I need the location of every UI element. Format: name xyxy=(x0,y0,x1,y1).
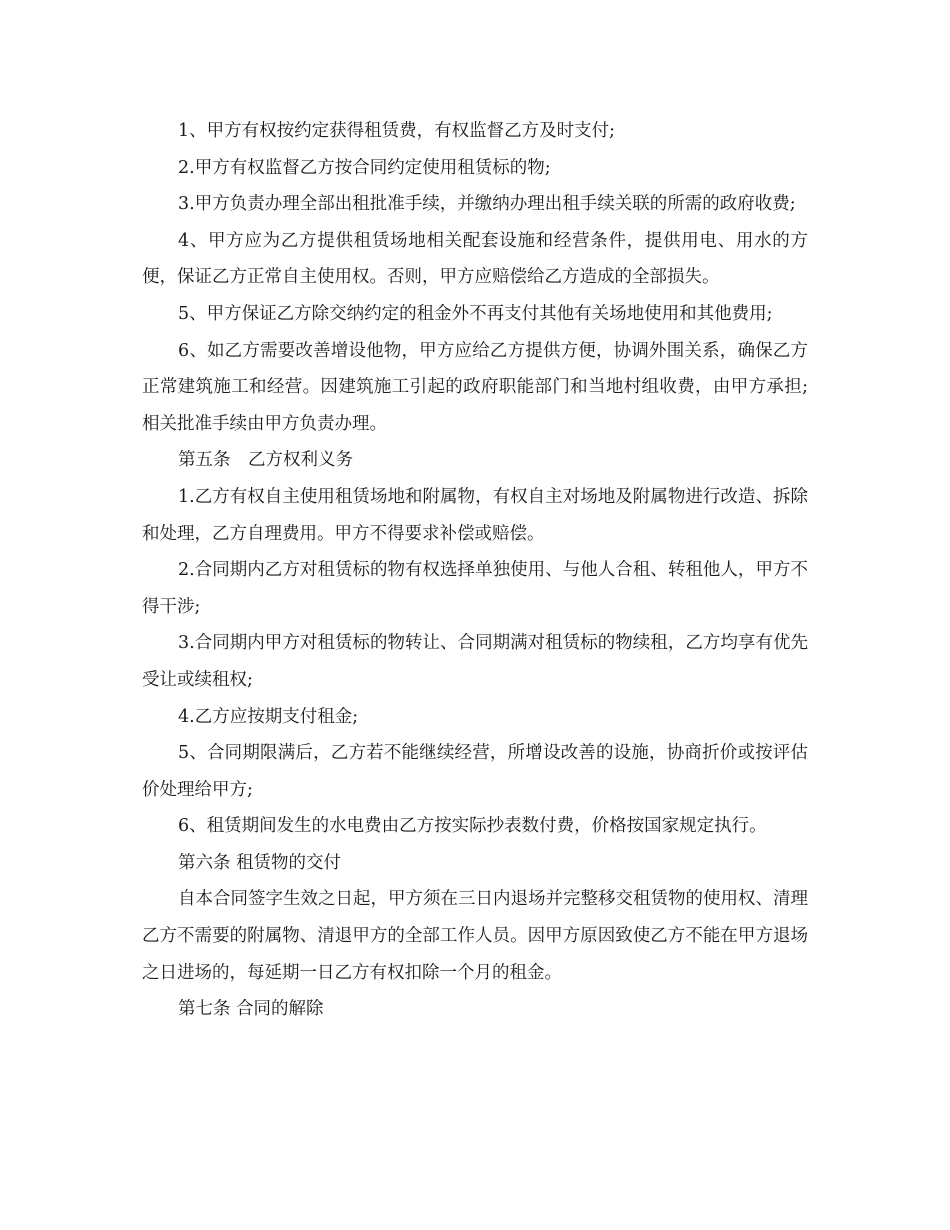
clause-paragraph: 2.甲方有权监督乙方按合同约定使用租赁标的物; xyxy=(178,157,551,178)
clause-paragraph: 1、甲方有权按约定获得租赁费，有权监督乙方及时支付; xyxy=(178,121,616,141)
clause-paragraph: 4.乙方应按期支付租金; xyxy=(178,706,359,727)
clause-paragraph: 6、如乙方需要改善增设他物，甲方应给乙方提供方便，协调外围关系，确保乙方正常建筑施工和经营。因建筑施工引起的政府职能部门和当地村组收费，由甲方承担;相关批准手续由甲方负责办理。 xyxy=(142,340,808,434)
article-heading: 第七条 合同的解除 xyxy=(178,999,324,1020)
clause-paragraph: 5、甲方保证乙方除交纳约定的租金外不再支付其他有关场地使用和其他费用; xyxy=(178,303,773,324)
clause-paragraph: 3.甲方负责办理全部出租批准手续，并缴纳办理出租手续关联的所需的政府收费; xyxy=(178,194,796,215)
clause-paragraph: 5、合同期限满后，乙方若不能继续经营，所增设改善的设施，协商折价或按评估价处理给甲方; xyxy=(142,743,808,800)
clause-paragraph: 1.乙方有权自主使用租赁场地和附属物，有权自主对场地及附属物进行改造、拆除和处理，乙方自理费用。甲方不得要求补偿或赔偿。 xyxy=(142,486,808,544)
article-heading: 第六条 租赁物的交付 xyxy=(178,852,342,873)
document-body xyxy=(142,113,808,1028)
clause-paragraph: 4、甲方应为乙方提供租赁场地相关配套设施和经营条件，提供用电、用水的方便，保证乙方正常自主使用权。否则，甲方应赔偿给乙方造成的全部损失。 xyxy=(142,230,808,288)
clause-paragraph: 2.合同期内乙方对租赁标的物有权选择单独使用、与他人合租、转租他人，甲方不得干涉; xyxy=(142,560,808,617)
clause-paragraph: 3.合同期内甲方对租赁标的物转让、合同期满对租赁标的物续租，乙方均享有优先受让或续租权; xyxy=(142,633,808,690)
clause-paragraph: 6、租赁期间发生的水电费由乙方按实际抄表数付费，价格按国家规定执行。 xyxy=(178,816,767,837)
article-heading: 第五条 乙方权利义务 xyxy=(178,450,353,471)
clause-paragraph: 自本合同签字生效之日起，甲方须在三日内退场并完整移交租赁物的使用权、清理乙方不需要的附属物、清退甲方的全部工作人员。因甲方原因致使乙方不能在甲方退场之日进场的，每延期一日乙方有权扣除一个月的租金。 xyxy=(142,889,808,983)
